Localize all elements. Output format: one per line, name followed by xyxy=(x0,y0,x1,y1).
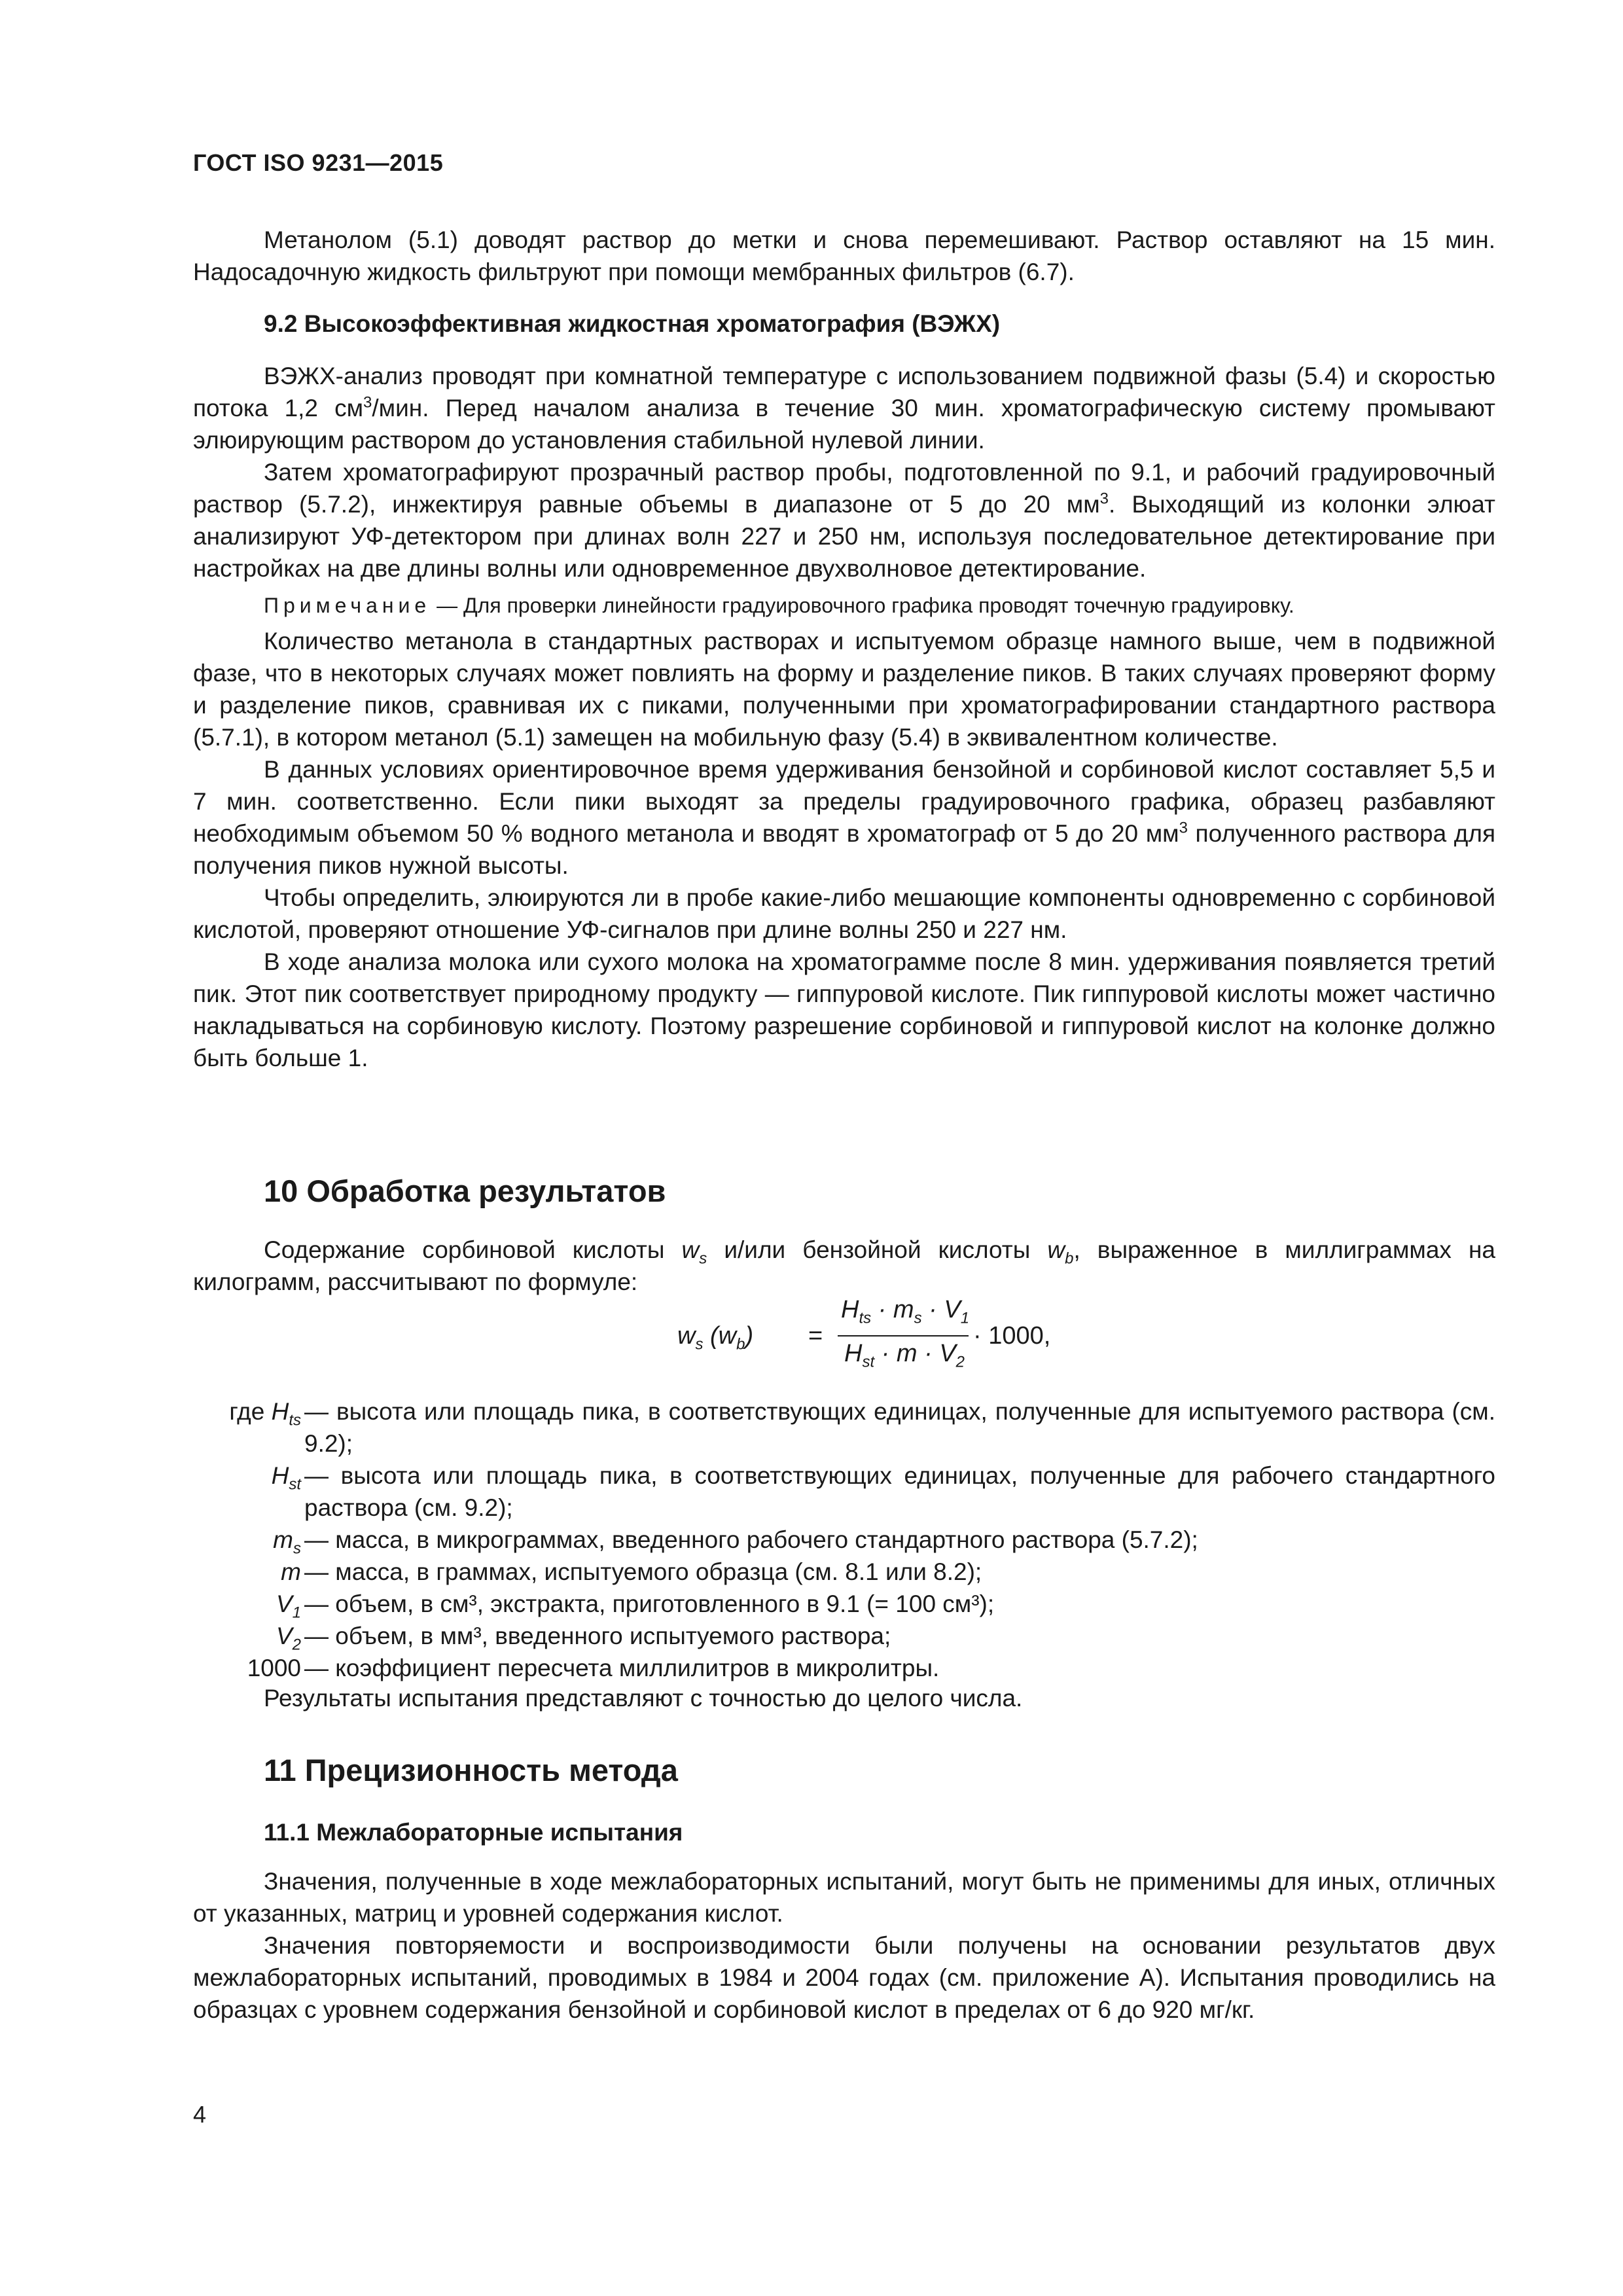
s92-paragraph-6: В ходе анализа молока или сухого молока на хроматограмме после 8 мин. удерживания появляется третий пик. Этот пик соответствует природному продукту — гиппуровой кислоте. Пик гиппуровой кислоты может частично накладываться на сорбиновую кислоту. Поэтому разрешение сорбиновой и гиппуровой кислот на колонке должно быть больше 1. xyxy=(193,948,1495,1071)
definition-symbol: m xyxy=(281,1558,301,1585)
definition-text: — масса, в микрограммах, введенного рабочего стандартного раствора (5.7.2); xyxy=(304,1526,1198,1553)
formula-denominator: $H_{st} \cdot m \cdot V_2$ xyxy=(844,1340,965,1371)
page-number: 4 xyxy=(193,2101,207,2128)
calculation-formula xyxy=(677,1296,1266,1397)
definition-symbol: $H_{st}$ xyxy=(271,1462,301,1494)
section-11-1-body xyxy=(193,1865,1495,2026)
formula-equals: = xyxy=(808,1322,823,1350)
document-page xyxy=(193,0,1495,2296)
definition-symbol: $V_1$ xyxy=(276,1590,301,1622)
section-9-2-title: 9.2 Высокоэффективная жидкостная хроматография (ВЭЖХ) xyxy=(264,310,1001,337)
definition-text: — высота или площадь пика, в соответствующих единицах, полученные для испытуемого раствора (см. 9.2); xyxy=(304,1398,1495,1457)
definition-text: — объем, в мм³, введенного испытуемого раствора; xyxy=(304,1623,891,1649)
definition-symbol: 1000 xyxy=(247,1655,301,1681)
section-10-intro: Содержание сорбиновой кислоты $w_s$ и/или бензойной кислоты $w_b$, выраженное в миллиграммах на килограмм, рассчитывают по формуле: xyxy=(193,1236,1495,1295)
s92-paragraph-5: Чтобы определить, элюируются ли в пробе какие-либо мешающие компоненты одновременно с сорбиновой кислотой, проверяют отношение УФ-сигналов при длине волны 250 и 227 нм. xyxy=(193,884,1495,943)
definition-symbol: $V_2$ xyxy=(276,1623,301,1654)
s92-paragraph-1: ВЭЖХ-анализ проводят при комнатной температуре с использованием подвижной фазы (5.4) и скоростью потока 1,2 $см^3$/мин. Перед началом анализа в течение 30 мин. хроматографическую систему промывают элюирующим раствором до установления стабильной нулевой линии. xyxy=(193,363,1495,454)
fraction-bar xyxy=(838,1335,969,1336)
definition-symbol: $m_s$ xyxy=(273,1526,301,1558)
s111-paragraph-1: Значения, полученные в ходе межлабораторных испытаний, могут быть не применимы для иных, отличных от указанных, матриц и уровней содержания кислот. xyxy=(193,1868,1495,1927)
s92-paragraph-3: Количество метанола в стандартных растворах и испытуемом образце намного выше, чем в подвижной фазе, что в некоторых случаях может повлиять на форму и разделение пиков. В таких случаях проверяют форму и разделение пиков, сравнивая их с пиками, полученными при хроматографировании стандартного раствора (5.7.1), в котором метанол (5.1) замещен на мобильную фазу (5.4) в эквивалентном количестве. xyxy=(193,628,1495,751)
formula-lhs: $w_s$ $(w_b)$ xyxy=(677,1322,754,1354)
formula-numerator: $H_{ts} \cdot m_s \cdot V_1$ xyxy=(841,1296,970,1327)
section-10-title: 10 Обработка результатов xyxy=(264,1174,666,1208)
s92-paragraph-2: Затем хроматографируют прозрачный раствор пробы, подготовленной по 9.1, и рабочий градуировочный раствор (5.7.2), инжектируя равные объемы в диапазоне от 5 до 20 $мм^3$. Выходящий из колонки элюат анализируют УФ-детектором при длинах волн 227 и 250 нм, используя последовательное детектирование при настройках на две длины волны или одновременное двухволновое детектирование. xyxy=(193,459,1495,582)
section-10-result: Результаты испытания представляют с точностью до целого числа. xyxy=(264,1685,1023,1712)
formula-multiplier: · 1000, xyxy=(973,1322,1051,1350)
definition-text: — коэффициент пересчета миллилитров в микролитры. xyxy=(304,1655,940,1681)
definition-text: — масса, в граммах, испытуемого образца (см. 8.1 или 8.2); xyxy=(304,1558,982,1585)
note: Примечание — Для проверки линейности градуировочного графика проводят точечную градуировку. xyxy=(264,594,1294,617)
intro-paragraph: Метанолом (5.1) доводят раствор до метки и снова перемешивают. Раствор оставляют на 15 мин. Надосадочную жидкость фильтруют при помощи мембранных фильтров (6.7). xyxy=(193,226,1495,285)
section-11-1-title: 11.1 Межлабораторные испытания xyxy=(264,1819,683,1846)
definition-text: — высота или площадь пика, в соответствующих единицах, полученные для рабочего стандартного раствора (см. 9.2); xyxy=(304,1462,1495,1521)
section-9-2-body xyxy=(193,360,1495,1074)
definition-text: — объем, в см³, экстракта, приготовленного в 9.1 (= 100 см³); xyxy=(304,1590,995,1617)
s111-paragraph-2: Значения повторяемости и воспроизводимости были получены на основании результатов двух межлабораторных испытаний, проводимых в 1984 и 2004 годах (см. приложение А). Испытания проводились на образцах с уровнем содержания бензойной и сорбиновой кислот в пределах от 6 до 920 мг/кг. xyxy=(193,1932,1495,2023)
document-header: ГОСТ ISO 9231—2015 xyxy=(193,149,444,176)
section-11-title: 11 Прецизионность метода xyxy=(264,1753,678,1787)
s92-paragraph-4: В данных условиях ориентировочное время удерживания бензойной и сорбиновой кислот составляет 5,5 и 7 мин. соответственно. Если пики выходят за пределы градуировочного графика, образец разбавляют необходимым объемом 50 % водного метанола и вводят в хроматограф от 5 до 20 $мм^3$ полученного раствора для получения пиков нужной высоты. xyxy=(193,756,1495,879)
definition-symbol: где $H_{ts}$ xyxy=(229,1398,301,1429)
